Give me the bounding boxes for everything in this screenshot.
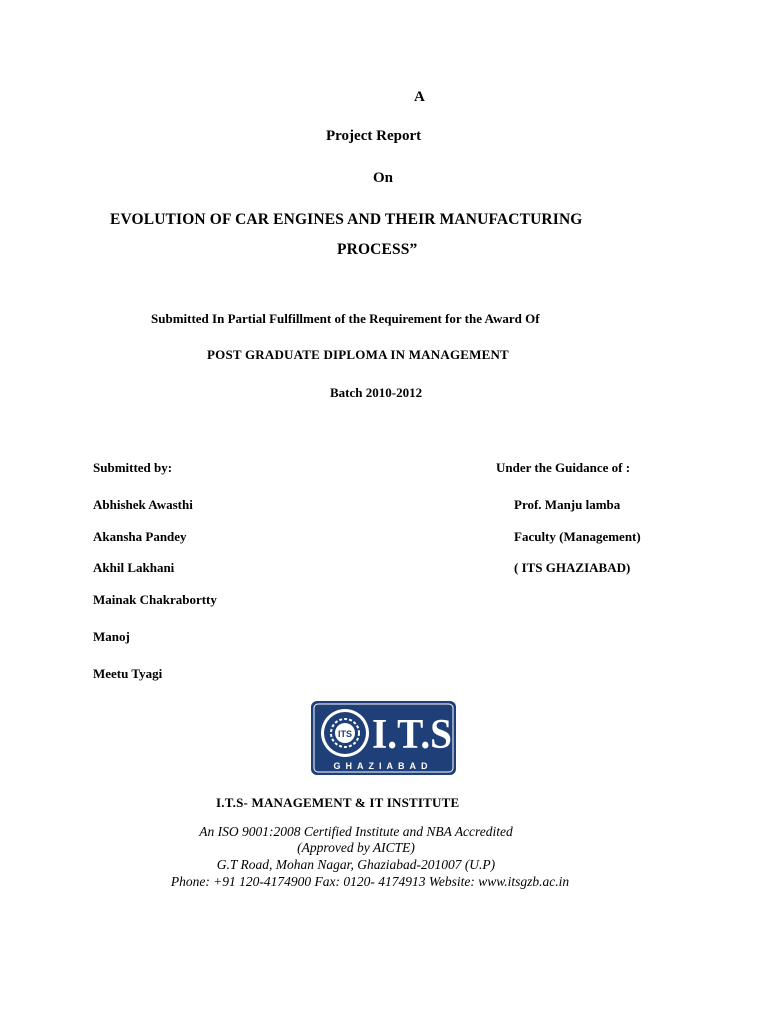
institute-name: I.T.S- MANAGEMENT & IT INSTITUTE bbox=[216, 795, 460, 810]
its-logo bbox=[311, 701, 456, 775]
project-report-label: Project Report bbox=[326, 128, 422, 144]
guide-name: Prof. Manju lamba bbox=[514, 497, 621, 512]
institute-accreditation: An ISO 9001:2008 Certified Institute and NBA Accredited bbox=[199, 824, 513, 839]
batch-text: Batch 2010-2012 bbox=[330, 385, 423, 400]
logo-main-text: I.T.S bbox=[372, 712, 452, 758]
report-title-line2: PROCESS” bbox=[337, 241, 418, 258]
student-name: Abhishek Awasthi bbox=[93, 497, 193, 512]
student-name: Manoj bbox=[93, 629, 130, 644]
on-label: On bbox=[373, 170, 394, 186]
institute-approval: (Approved by AICTE) bbox=[297, 840, 415, 855]
report-title-line1: EVOLUTION OF CAR ENGINES AND THEIR MANUFACTURING bbox=[110, 211, 583, 228]
institute-address: G.T Road, Mohan Nagar, Ghaziabad-201007 (U.P) bbox=[216, 857, 496, 872]
student-name: Akhil Lakhani bbox=[93, 560, 175, 575]
institute-contact: Phone: +91 120-4174900 Fax: 0120- 4174913 Website: www.itsgzb.ac.in bbox=[170, 874, 570, 889]
student-name: Akansha Pandey bbox=[93, 529, 187, 544]
program-name: POST GRADUATE DIPLOMA IN MANAGEMENT bbox=[207, 347, 509, 362]
guidance-label: Under the Guidance of : bbox=[496, 460, 631, 475]
requirement-text: Submitted In Partial Fulfillment of the Requirement for the Award Of bbox=[151, 311, 540, 326]
submitted-by-label: Submitted by: bbox=[93, 460, 173, 475]
student-name: Mainak Chakrabortty bbox=[93, 592, 217, 607]
logo-sub-text: GHAZIABAD bbox=[333, 761, 433, 771]
guide-org: ( ITS GHAZIABAD) bbox=[514, 560, 631, 575]
logo-emblem-text: ITS bbox=[337, 729, 353, 739]
header-a: A bbox=[414, 89, 425, 105]
guide-role: Faculty (Management) bbox=[514, 529, 641, 544]
student-name: Meetu Tyagi bbox=[93, 666, 163, 681]
